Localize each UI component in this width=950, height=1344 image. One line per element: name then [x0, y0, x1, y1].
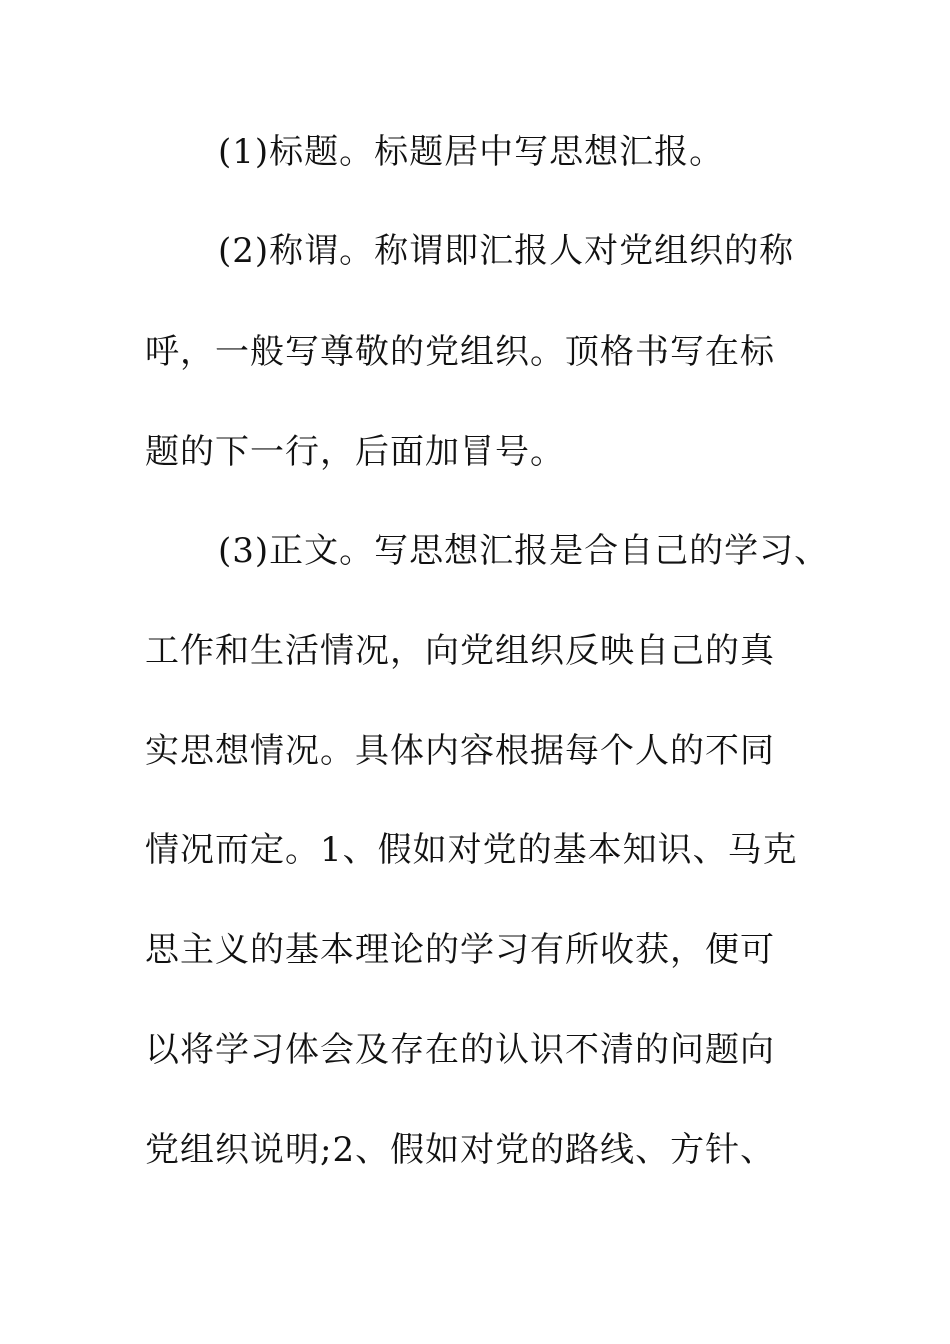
paragraph-3-line-7: 党组织说明;2、假如对党的路线、方针、	[145, 1130, 776, 1170]
paragraph-3-line-6: 以将学习体会及存在的认识不清的问题向	[145, 1030, 775, 1070]
paragraph-3-line-3: 实思想情况。具体内容根据每个人的不同	[145, 731, 775, 771]
paragraph-2-line-1: (2)称谓。称谓即汇报人对党组织的称	[218, 231, 795, 271]
paragraph-3-line-5: 思主义的基本理论的学习有所收获，便可	[145, 930, 775, 970]
paragraph-2-line-3: 题的下一行，后面加冒号。	[145, 432, 565, 472]
paragraph-3-line-4: 情况而定。1、假如对党的基本知识、马克	[145, 830, 798, 870]
paragraph-3-line-2: 工作和生活情况，向党组织反映自己的真	[145, 631, 775, 671]
paragraph-2-line-2: 呼，一般写尊敬的党组织。顶格书写在标	[145, 332, 775, 372]
paragraph-1-line-1: (1)标题。标题居中写思想汇报。	[218, 132, 725, 172]
paragraph-3-line-1: (3)正文。写思想汇报是合自己的学习、	[218, 531, 830, 571]
